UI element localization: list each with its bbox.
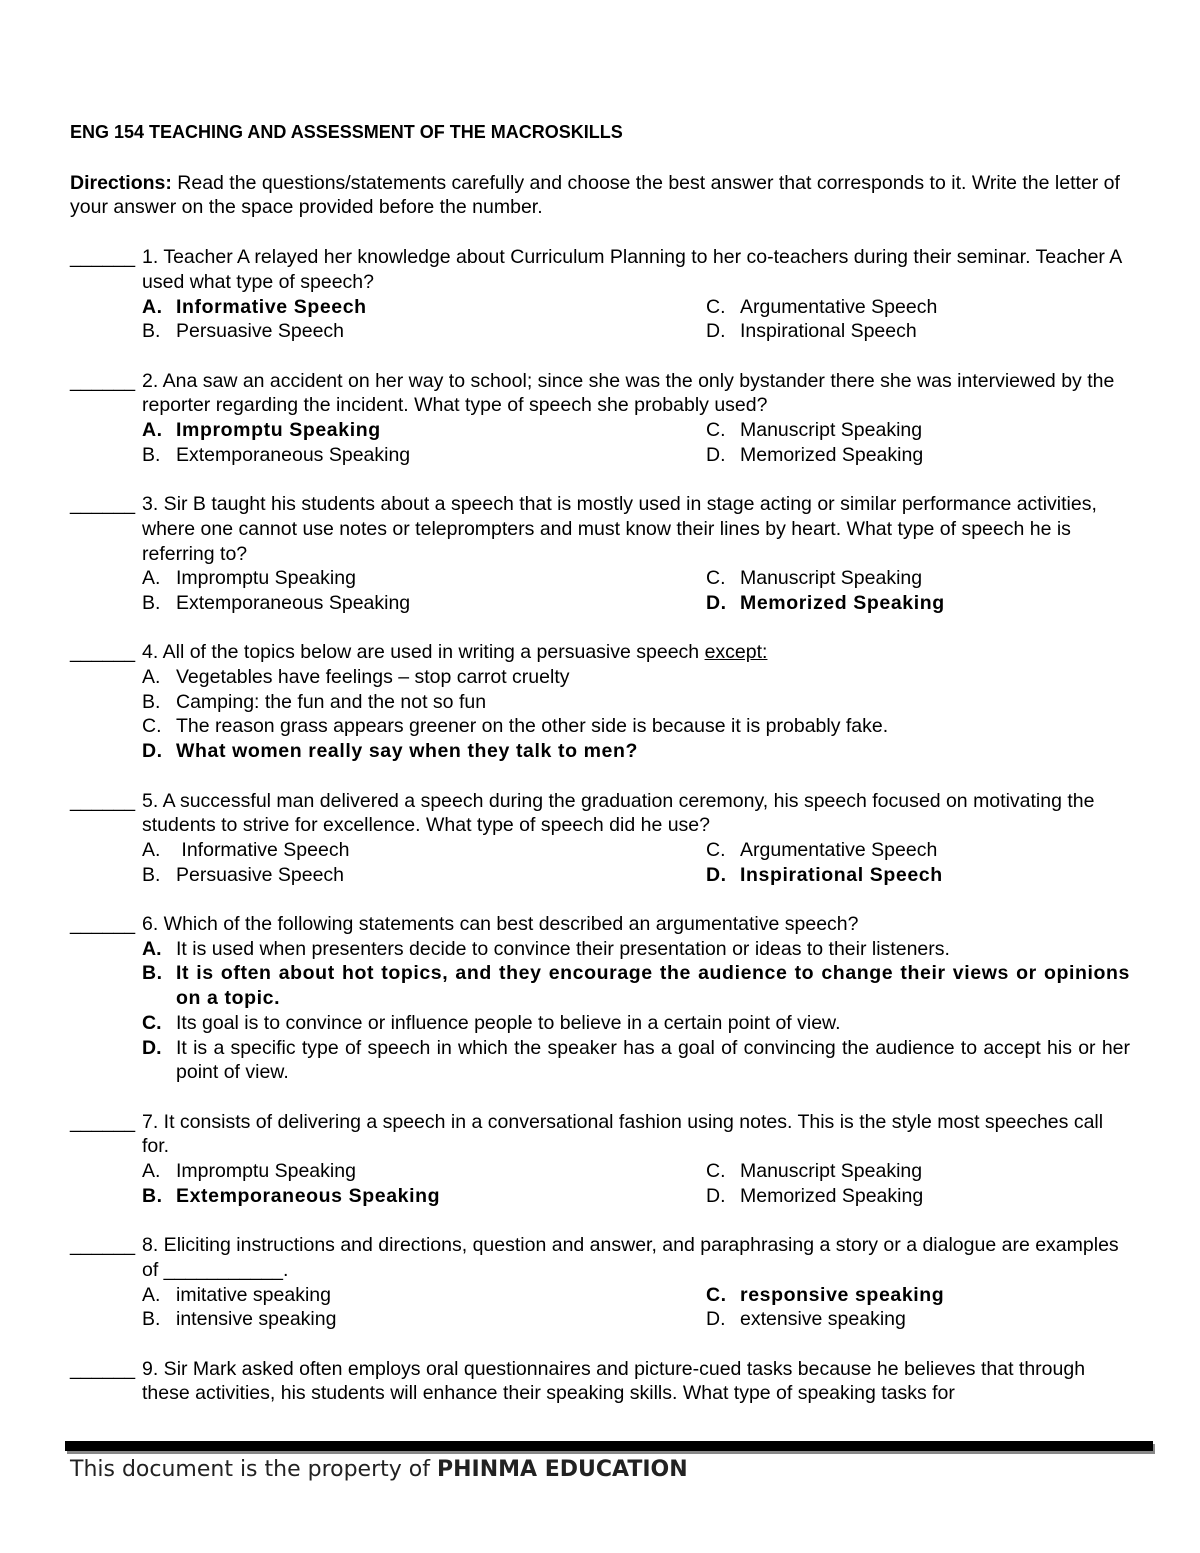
choice-a: A. imitative speaking bbox=[142, 1283, 331, 1306]
answer-blank: ______ bbox=[70, 1357, 136, 1380]
question-text: 1. Teacher A relayed her knowledge about Curriculum Planning to her co-teachers during their seminar. Teacher A used what type of speech? bbox=[142, 246, 1122, 293]
choice-a: A. Informative Speech bbox=[142, 838, 350, 861]
choice-c: C. The reason grass appears greener on the other side is because it is probably fake. bbox=[142, 715, 889, 738]
question-4 bbox=[70, 640, 1130, 764]
directions bbox=[70, 171, 1130, 220]
question-7 bbox=[70, 1110, 1130, 1209]
choice-d: D. Memorized Speaking bbox=[706, 1184, 924, 1207]
question-9 bbox=[70, 1357, 1130, 1406]
choice-b: B. Extemporaneous Speaking bbox=[142, 591, 411, 614]
answer-blank: ______ bbox=[70, 789, 136, 812]
document-page bbox=[70, 120, 1130, 1431]
question-text: 8. Eliciting instructions and directions, question and answer, and paraphrasing a story or a dialogue are examples of ___________. bbox=[142, 1234, 1119, 1281]
choice-a: A. It is used when presenters decide to convince their presentation or ideas to their listeners. bbox=[142, 937, 950, 960]
question-1 bbox=[70, 245, 1130, 344]
answer-blank: ______ bbox=[70, 913, 136, 936]
choice-d: D. Memorized Speaking bbox=[706, 443, 924, 466]
answer-blank: ______ bbox=[70, 493, 136, 516]
answer-blank: ______ bbox=[70, 641, 136, 664]
choice-c: C. Argumentative Speech bbox=[706, 838, 938, 861]
choice-c: C. Its goal is to convince or influence people to believe in a certain point of view. bbox=[142, 1011, 841, 1034]
footer-divider bbox=[65, 1441, 1153, 1451]
answer-blank: ______ bbox=[70, 246, 136, 269]
choice-a: A. Impromptu Speaking bbox=[142, 1160, 356, 1183]
choice-b: B. Extemporaneous Speaking bbox=[142, 1184, 441, 1207]
choice-b: B. intensive speaking bbox=[142, 1308, 337, 1331]
choice-d: D. Inspirational Speech bbox=[706, 320, 917, 343]
choice-a: A. Impromptu Speaking bbox=[142, 567, 356, 590]
answer-blank: ______ bbox=[70, 1234, 136, 1257]
question-8 bbox=[70, 1233, 1130, 1332]
directions-text: Read the questions/statements carefully and choose the best answer that corresponds to it. Write the letter of your answer on the space provided before the number. bbox=[70, 171, 1120, 219]
choice-d: D. extensive speaking bbox=[706, 1308, 906, 1331]
choice-b: B. Persuasive Speech bbox=[142, 320, 345, 343]
question-text: 9. Sir Mark asked often employs oral questionnaires and picture-cued tasks because he believes that through these activities, his students will enhance their speaking skills. What type of speaking tasks for bbox=[142, 1357, 1086, 1405]
question-text: 7. It consists of delivering a speech in a conversational fashion using notes. This is the style most speeches call for. bbox=[142, 1110, 1104, 1158]
choice-a: A. Vegetables have feelings – stop carrot cruelty bbox=[142, 666, 570, 689]
answer-blank: ______ bbox=[70, 369, 136, 392]
choice-c: C. Manuscript Speaking bbox=[706, 567, 923, 590]
question-text: 6. Which of the following statements can best described an argumentative speech? bbox=[142, 913, 859, 936]
choice-b: B. Camping: the fun and the not so fun bbox=[142, 690, 487, 713]
question-2 bbox=[70, 369, 1130, 468]
answer-blank: ______ bbox=[70, 1110, 136, 1133]
footer-notice: This document is the property of PHINMA EDUCATION bbox=[70, 1457, 688, 1482]
question-text: 2. Ana saw an accident on her way to school; since she was the only bystander there she was interviewed by the reporter regarding the incident. What type of speech she probably used? bbox=[142, 369, 1115, 417]
choice-c: C. Manuscript Speaking bbox=[706, 419, 923, 442]
directions-label: Directions: bbox=[70, 171, 172, 194]
question-3 bbox=[70, 492, 1130, 616]
choice-d: D. Memorized Speaking bbox=[706, 591, 945, 614]
choice-c: C. Manuscript Speaking bbox=[706, 1160, 923, 1183]
choice-d: D. What women really say when they talk to men? bbox=[142, 740, 639, 763]
choice-c: C. responsive speaking bbox=[706, 1283, 945, 1306]
choice-d: D. It is a specific type of speech in which the speaker has a goal of convincing the audience to accept his or her point of view. bbox=[142, 1036, 1130, 1084]
document-title: ENG 154 TEACHING AND ASSESSMENT OF THE MACROSKILLS bbox=[70, 122, 623, 142]
choice-c: C. Argumentative Speech bbox=[706, 295, 938, 318]
question-text: 4. All of the topics below are used in writing a persuasive speech except: bbox=[142, 641, 768, 664]
question-6 bbox=[70, 912, 1130, 1085]
choice-d: D. Inspirational Speech bbox=[706, 863, 943, 886]
choice-b: B. Persuasive Speech bbox=[142, 863, 345, 886]
choice-a: A. Informative Speech bbox=[142, 295, 367, 318]
choice-b: B. It is often about hot topics, and they encourage the audience to change their views or opinions on a topic. bbox=[142, 962, 1130, 1010]
question-text: 5. A successful man delivered a speech during the graduation ceremony, his speech focused on motivating the students to strive for excellence. What type of speech did he use? bbox=[142, 789, 1095, 837]
question-5 bbox=[70, 789, 1130, 888]
choice-a: A. Impromptu Speaking bbox=[142, 419, 381, 442]
choice-b: B. Extemporaneous Speaking bbox=[142, 443, 411, 466]
footer-brand: PHINMA EDUCATION bbox=[436, 1457, 688, 1482]
question-text: 3. Sir B taught his students about a speech that is mostly used in stage acting or similar performance activities, where one cannot use notes or teleprompters and must know their lines by heart. What type of speech he is referring to? bbox=[142, 493, 1097, 565]
